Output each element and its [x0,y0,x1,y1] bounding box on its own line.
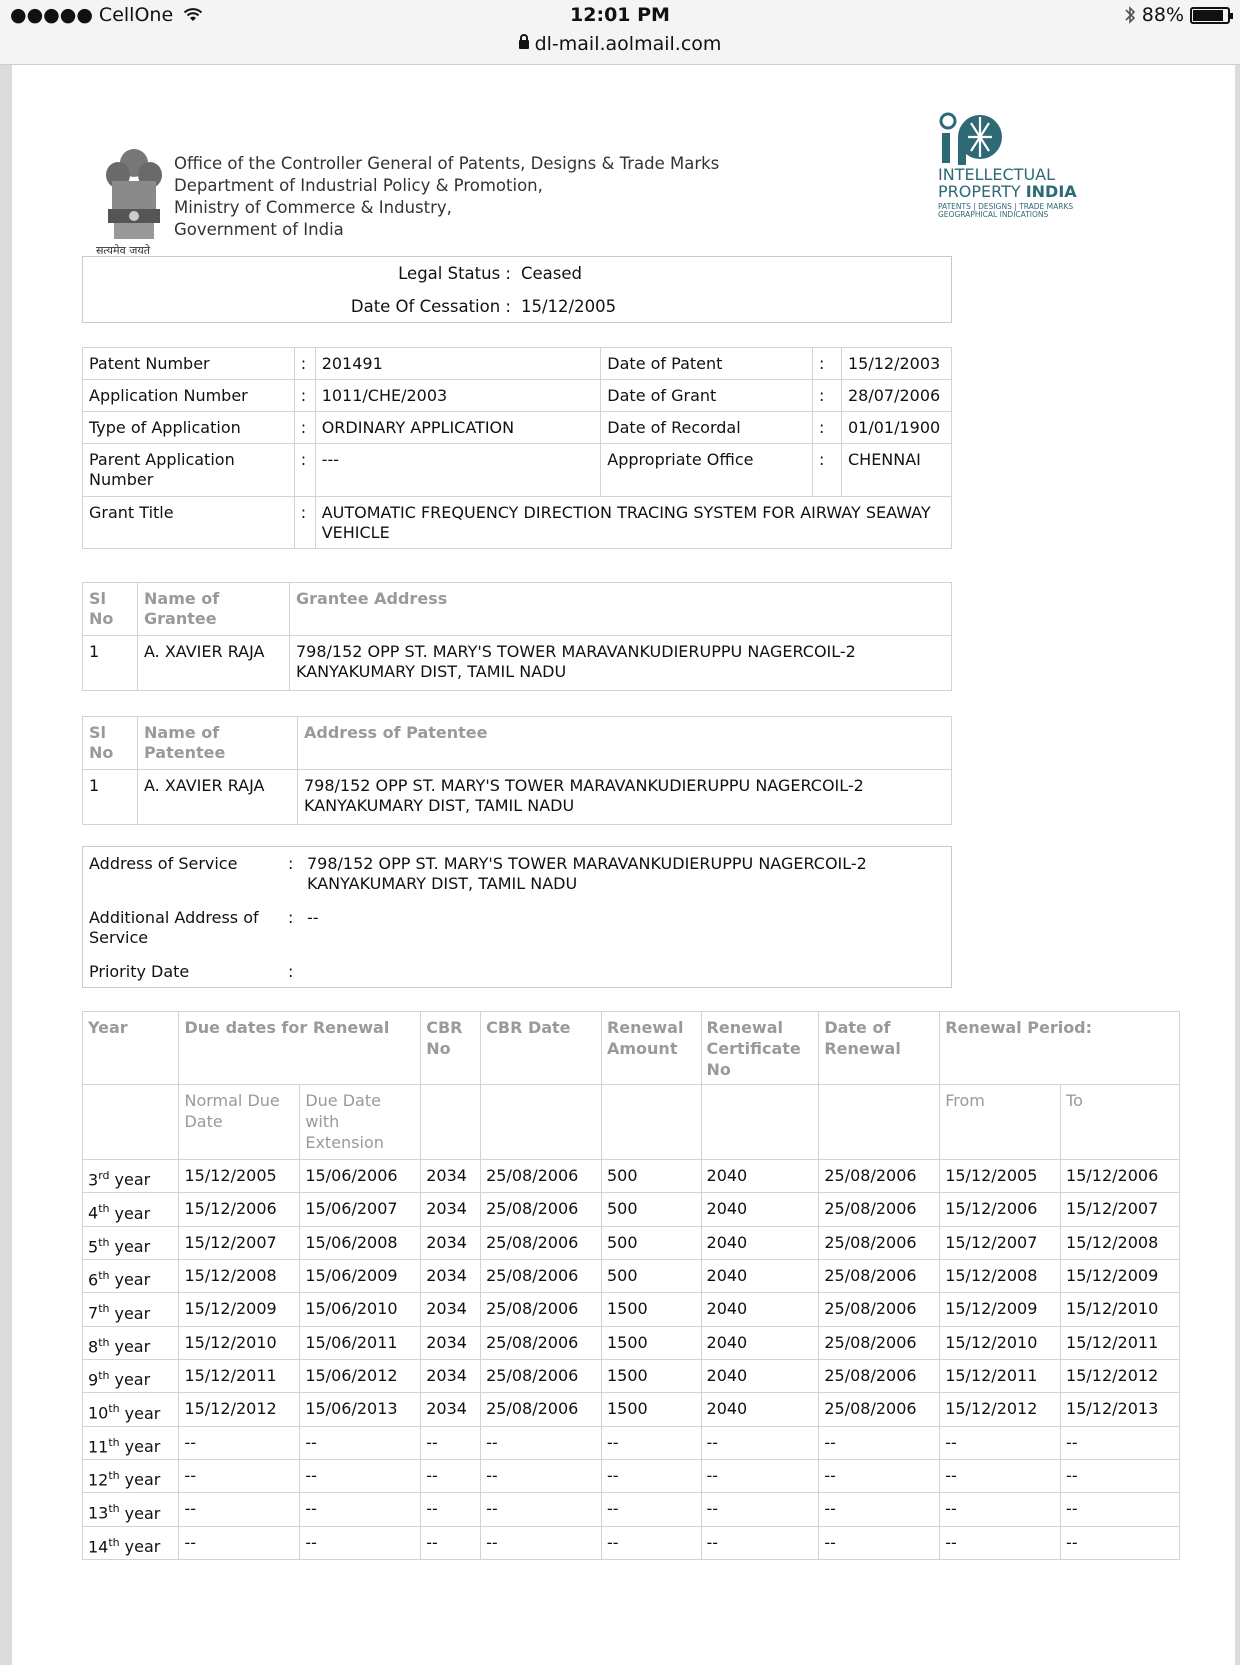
year-number: 8 [88,1336,99,1356]
office-line: Office of the Controller General of Patents, Designs & Trade Marks [174,154,720,173]
date-of-patent-value: 15/12/2003 [841,348,951,380]
period-from: -- [940,1459,1061,1492]
year-suffix: th [98,1335,110,1349]
cbr-date: 25/08/2006 [481,1359,602,1392]
table-row [83,412,952,444]
additional-address-value: -- [307,908,319,927]
cbr-no: 2034 [421,1293,481,1326]
cbr-no: -- [421,1493,481,1526]
year-word: year [114,1236,151,1256]
table-row [83,1426,1180,1459]
period-from: 15/12/2008 [940,1259,1061,1292]
renewal-amount: 1500 [601,1326,701,1359]
date-of-renewal: 25/08/2006 [819,1293,940,1326]
date-of-renewal: 25/08/2006 [819,1226,940,1259]
year-cell [83,1193,179,1226]
date-of-recordal-label: Date of Recordal [601,412,813,444]
year-number: 7 [88,1303,99,1323]
legal-status-value: Ceased [521,264,583,283]
renewal-certificate-no: -- [701,1426,819,1459]
logo-line-2 [938,183,1077,200]
year-number: 5 [88,1236,99,1256]
table-row [83,1259,1180,1292]
table-row [83,497,952,549]
additional-address-label [89,908,259,948]
renewal-certificate-no: -- [701,1459,819,1492]
col-header-cbr-no: CBR No [421,1012,481,1085]
renewal-amount: 500 [601,1259,701,1292]
year-number: 14 [88,1536,109,1556]
year-word: year [124,1470,161,1490]
table-row [83,1526,1180,1559]
renewal-amount: -- [601,1426,701,1459]
table-row [83,1326,1180,1359]
empty-cell [83,1085,179,1160]
normal-due-date: 15/12/2012 [179,1393,300,1426]
cbr-no: -- [421,1459,481,1492]
patentee-address: 798/152 OPP ST. MARY'S TOWER MARAVANKUDIERUPPU NAGERCOIL-2 KANYAKUMARY DIST, TAMIL NADU [298,770,952,825]
year-suffix: th [98,1302,110,1316]
normal-due-date: -- [179,1493,300,1526]
table-row [83,1293,1180,1326]
cbr-date: -- [481,1493,602,1526]
col-header-cbr-date: CBR Date [481,1012,602,1085]
status-bar [0,0,1240,65]
table-row [83,1193,1180,1226]
type-label: Type of Application [83,412,295,444]
due-date-extension: 15/06/2009 [300,1259,421,1292]
normal-due-date: 15/12/2007 [179,1226,300,1259]
year-word: year [114,1170,151,1190]
period-from: -- [940,1426,1061,1459]
year-word: year [124,1436,161,1456]
renewal-certificate-no: -- [701,1526,819,1559]
year-cell [83,1259,179,1292]
year-suffix: th [108,1535,120,1549]
renewal-certificate-no: 2040 [701,1193,819,1226]
table-row [83,1459,1180,1492]
date-of-renewal: 25/08/2006 [819,1193,940,1226]
office-line: Ministry of Commerce & Industry, [174,198,452,217]
due-date-extension: -- [300,1493,421,1526]
appropriate-office-label: Appropriate Office [601,444,813,497]
url-text[interactable]: dl-mail.aolmail.com [534,33,722,55]
year-number: 13 [88,1503,109,1523]
date-of-grant-value: 28/07/2006 [841,380,951,412]
year-cell [83,1493,179,1526]
table-row [83,636,952,691]
url-bar[interactable] [0,33,1240,55]
grantee-address: 798/152 OPP ST. MARY'S TOWER MARAVANKUDIERUPPU NAGERCOIL-2 KANYAKUMARY DIST, TAMIL NADU [290,636,952,691]
cbr-date: 25/08/2006 [481,1293,602,1326]
colon: : [813,348,842,380]
year-suffix: rd [98,1169,110,1182]
year-cell [83,1226,179,1259]
type-value: ORDINARY APPLICATION [315,412,601,444]
table-subheader-row [83,1085,1180,1160]
grantee-sl: 1 [83,636,138,691]
due-date-extension: 15/06/2011 [300,1326,421,1359]
year-suffix: th [98,1268,110,1282]
col-header-year: Year [83,1012,179,1085]
col-subheader-normal-due: Normal Due Date [179,1085,300,1160]
colon: : [288,908,294,927]
col-header-name: Name of Grantee [138,583,290,636]
period-to: -- [1061,1459,1180,1492]
due-date-extension: 15/06/2013 [300,1393,421,1426]
application-number-value: 1011/CHE/2003 [315,380,601,412]
period-from: 15/12/2010 [940,1326,1061,1359]
renewal-certificate-no: -- [701,1493,819,1526]
year-suffix: th [98,1235,110,1249]
year-number: 12 [88,1470,109,1490]
year-word: year [124,1403,161,1423]
renewal-amount: 500 [601,1160,701,1193]
renewal-amount: 500 [601,1226,701,1259]
appropriate-office-value: CHENNAI [841,444,951,497]
table-row [83,444,952,497]
period-to: -- [1061,1526,1180,1559]
application-number-label: Application Number [83,380,295,412]
lock-icon [519,40,529,49]
period-to: 15/12/2010 [1061,1293,1180,1326]
colon: : [294,412,315,444]
table-row [83,1493,1180,1526]
cbr-no: 2034 [421,1160,481,1193]
year-word: year [124,1503,161,1523]
year-number: 6 [88,1270,99,1290]
empty-cell [601,1085,701,1160]
normal-due-date: -- [179,1526,300,1559]
period-to: 15/12/2012 [1061,1359,1180,1392]
year-cell [83,1326,179,1359]
parent-value: --- [315,444,601,497]
emblem-caption: सत्यमेव जयते [96,244,151,257]
period-from: -- [940,1493,1061,1526]
date-of-grant-label: Date of Grant [601,380,813,412]
colon: : [813,412,842,444]
col-subheader-from: From [940,1085,1061,1160]
logo-line-1: INTELLECTUAL [938,165,1056,184]
due-date-extension: 15/06/2012 [300,1359,421,1392]
priority-date-label: Priority Date [89,962,190,981]
normal-due-date: 15/12/2005 [179,1160,300,1193]
col-header-renewal-amount: Renewal Amount [601,1012,701,1085]
col-header-address: Grantee Address [290,583,952,636]
renewal-certificate-no: 2040 [701,1393,819,1426]
table-row [83,348,952,380]
year-number: 3 [88,1170,99,1190]
period-to: -- [1061,1493,1180,1526]
due-date-extension: 15/06/2006 [300,1160,421,1193]
date-of-renewal: 25/08/2006 [819,1160,940,1193]
table-header-row [83,583,952,636]
col-header-sl: Sl No [83,583,138,636]
period-from: 15/12/2006 [940,1193,1061,1226]
date-of-renewal: -- [819,1493,940,1526]
period-from: 15/12/2009 [940,1293,1061,1326]
year-cell [83,1293,179,1326]
col-subheader-to: To [1061,1085,1180,1160]
cbr-no: 2034 [421,1393,481,1426]
normal-due-date: 15/12/2010 [179,1326,300,1359]
year-cell [83,1426,179,1459]
year-word: year [114,1303,151,1323]
due-date-extension: -- [300,1426,421,1459]
col-header-renewal-certificate: Renewal Certificate No [701,1012,819,1085]
period-to: 15/12/2007 [1061,1193,1180,1226]
renewal-certificate-no: 2040 [701,1160,819,1193]
col-header-renewal-period: Renewal Period: [940,1012,1180,1085]
date-of-renewal: 25/08/2006 [819,1393,940,1426]
normal-due-date: -- [179,1459,300,1492]
period-to: 15/12/2006 [1061,1160,1180,1193]
renewal-certificate-no: 2040 [701,1226,819,1259]
year-number: 10 [88,1403,109,1423]
due-date-extension: -- [300,1526,421,1559]
status-right [1124,4,1230,26]
col-header-due-dates: Due dates for Renewal [179,1012,421,1085]
due-date-extension: 15/06/2010 [300,1293,421,1326]
renewal-amount: 500 [601,1193,701,1226]
year-word: year [114,1336,151,1356]
due-date-extension: 15/06/2007 [300,1193,421,1226]
date-of-renewal: 25/08/2006 [819,1326,940,1359]
grant-title-label: Grant Title [83,497,295,549]
renewal-certificate-no: 2040 [701,1359,819,1392]
cbr-date: 25/08/2006 [481,1160,602,1193]
cbr-no: -- [421,1426,481,1459]
grantee-table [82,582,952,691]
patentee-name: A. XAVIER RAJA [138,770,298,825]
cbr-no: 2034 [421,1226,481,1259]
legal-status-box [82,256,952,323]
logo-small-1: PATENTS | DESIGNS | TRADE MARKS [938,202,1074,211]
normal-due-date: 15/12/2011 [179,1359,300,1392]
table-row [83,380,952,412]
grant-title-value: AUTOMATIC FREQUENCY DIRECTION TRACING SYSTEM FOR AIRWAY SEAWAY VEHICLE [315,497,951,549]
empty-cell [701,1085,819,1160]
date-of-recordal-value: 01/01/1900 [841,412,951,444]
table-header-row [83,1012,1180,1085]
service-address-line: KANYAKUMARY DIST, TAMIL NADU [307,874,578,893]
colon: : [813,444,842,497]
period-to: -- [1061,1426,1180,1459]
due-date-extension: 15/06/2008 [300,1226,421,1259]
renewal-certificate-no: 2040 [701,1293,819,1326]
period-from: 15/12/2011 [940,1359,1061,1392]
clock: 12:01 PM [570,4,670,26]
normal-due-date: 15/12/2006 [179,1193,300,1226]
date-of-renewal: -- [819,1426,940,1459]
cessation-label: Date Of Cessation : [350,297,511,316]
service-address-value [307,854,867,894]
year-number: 4 [88,1203,99,1223]
colon: : [294,348,315,380]
ip-india-logo-icon [938,109,1108,169]
cbr-no: 2034 [421,1326,481,1359]
date-of-renewal: -- [819,1526,940,1559]
patent-number-value: 201491 [315,348,601,380]
cbr-no: 2034 [421,1259,481,1292]
battery-icon [1190,7,1230,24]
year-cell [83,1526,179,1559]
national-emblem-icon [98,141,170,251]
year-cell [83,1160,179,1193]
parent-label: Parent Application Number [83,444,295,497]
year-suffix: th [108,1502,120,1516]
period-from: 15/12/2012 [940,1393,1061,1426]
renewal-amount: -- [601,1493,701,1526]
colon: : [294,380,315,412]
logo-line-2a: PROPERTY [938,182,1026,201]
cbr-date: -- [481,1526,602,1559]
office-line: Government of India [174,220,344,239]
patent-number-label: Patent Number [83,348,295,380]
year-suffix: th [108,1435,120,1449]
col-header-name: Name of Patentee [138,717,298,770]
renewal-certificate-no: 2040 [701,1326,819,1359]
year-word: year [124,1536,161,1556]
year-cell [83,1459,179,1492]
date-of-patent-label: Date of Patent [601,348,813,380]
battery-percent: 88% [1141,4,1184,26]
cbr-date: 25/08/2006 [481,1326,602,1359]
cbr-no: 2034 [421,1359,481,1392]
office-heading [174,153,719,241]
date-of-renewal: 25/08/2006 [819,1259,940,1292]
col-header-address: Address of Patentee [298,717,952,770]
period-to: 15/12/2009 [1061,1259,1180,1292]
year-suffix: th [98,1202,110,1216]
year-word: year [114,1203,151,1223]
cbr-date: -- [481,1459,602,1492]
additional-label-line: Service [89,928,149,947]
period-to: 15/12/2011 [1061,1326,1180,1359]
cbr-date: 25/08/2006 [481,1226,602,1259]
renewal-amount: 1500 [601,1359,701,1392]
normal-due-date: -- [179,1426,300,1459]
logo-line-2b: INDIA [1025,182,1077,201]
colon: : [294,444,315,497]
patentee-table [82,716,952,825]
renewal-certificate-no: 2040 [701,1259,819,1292]
period-to: 15/12/2008 [1061,1226,1180,1259]
normal-due-date: 15/12/2008 [179,1259,300,1292]
year-word: year [114,1370,151,1390]
cbr-date: 25/08/2006 [481,1193,602,1226]
empty-cell [481,1085,602,1160]
period-to: 15/12/2013 [1061,1393,1180,1426]
period-from: 15/12/2005 [940,1160,1061,1193]
ip-india-tagline [938,203,1073,219]
col-subheader-due-extension: Due Date with Extension [300,1085,421,1160]
table-row [83,1226,1180,1259]
cessation-value: 15/12/2005 [521,297,617,316]
colon: : [288,854,294,873]
year-number: 9 [88,1370,99,1390]
battery-fill [1193,10,1223,21]
grantee-name: A. XAVIER RAJA [138,636,290,691]
table-header-row [83,717,952,770]
service-address-line: 798/152 OPP ST. MARY'S TOWER MARAVANKUDIERUPPU NAGERCOIL-2 [307,854,867,873]
table-row [83,1393,1180,1426]
year-cell [83,1393,179,1426]
additional-label-line: Additional Address of [89,908,259,927]
cbr-date: 25/08/2006 [481,1393,602,1426]
legal-status-label: Legal Status : [398,264,511,283]
table-row [83,1160,1180,1193]
cbr-no: -- [421,1526,481,1559]
renewal-amount: -- [601,1526,701,1559]
cbr-date: -- [481,1426,602,1459]
empty-cell [421,1085,481,1160]
logo-small-2: GEOGRAPHICAL INDICATIONS [938,210,1049,219]
ip-india-wordmark [938,166,1077,200]
renewal-table [82,1011,1180,1560]
year-cell [83,1359,179,1392]
normal-due-date: 15/12/2009 [179,1293,300,1326]
service-address-box [82,846,952,988]
office-line: Department of Industrial Policy & Promotion, [174,176,543,195]
patentee-sl: 1 [83,770,138,825]
patent-info-table [82,347,952,549]
empty-cell [819,1085,940,1160]
cbr-date: 25/08/2006 [481,1259,602,1292]
renewal-amount: 1500 [601,1293,701,1326]
date-of-renewal: -- [819,1459,940,1492]
col-header-date-of-renewal: Date of Renewal [819,1012,940,1085]
date-of-renewal: 25/08/2006 [819,1359,940,1392]
renewal-amount: -- [601,1459,701,1492]
col-header-sl: Sl No [83,717,138,770]
colon: : [288,962,294,981]
cbr-no: 2034 [421,1193,481,1226]
renewal-amount: 1500 [601,1393,701,1426]
due-date-extension: -- [300,1459,421,1492]
year-word: year [114,1270,151,1290]
year-suffix: th [108,1402,120,1416]
colon: : [294,497,315,549]
service-address-label: Address of Service [89,854,238,873]
colon: : [813,380,842,412]
period-from: 15/12/2007 [940,1226,1061,1259]
year-suffix: th [98,1368,110,1382]
table-row [83,1359,1180,1392]
year-suffix: th [108,1468,120,1482]
document-page [12,65,1235,1665]
bluetooth-icon [1124,5,1136,25]
table-row [83,770,952,825]
period-from: -- [940,1526,1061,1559]
year-number: 11 [88,1436,109,1456]
carrier-text: ●●●●● CellOne [10,4,174,26]
